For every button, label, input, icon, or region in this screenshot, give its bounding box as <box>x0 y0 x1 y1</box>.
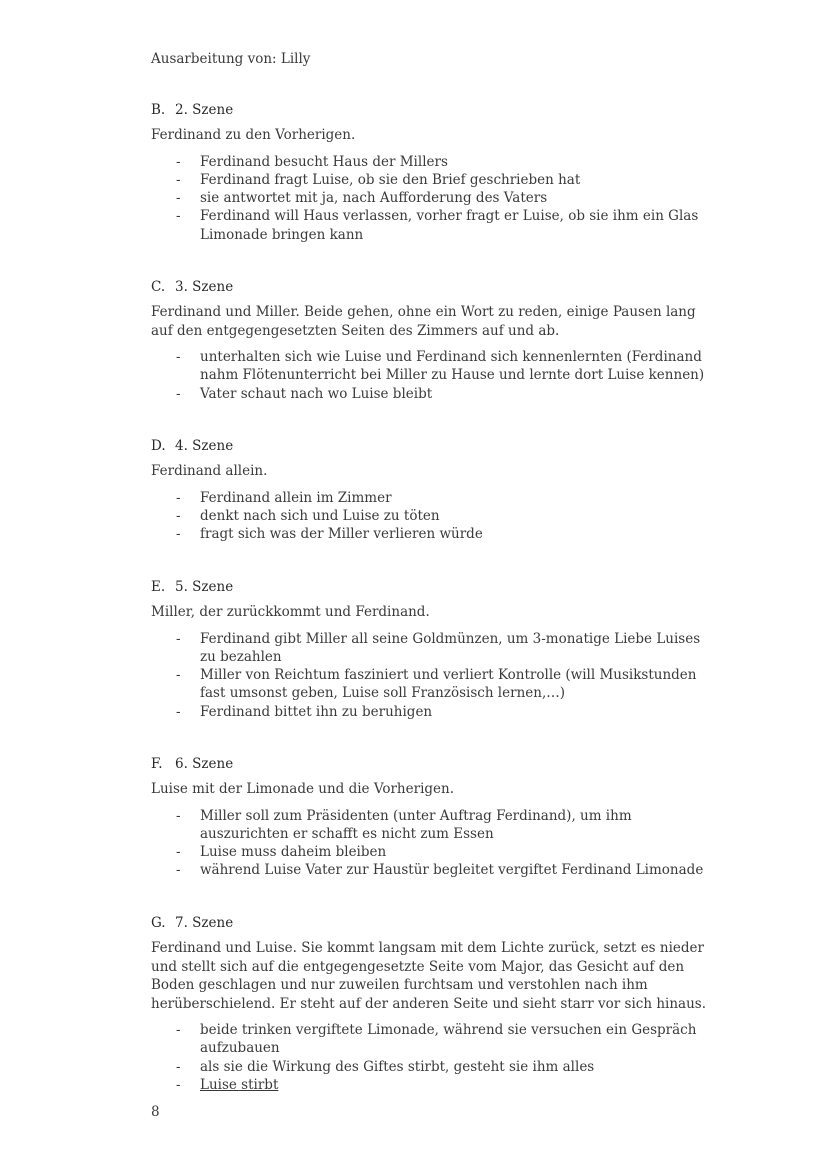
list-item <box>151 861 711 879</box>
section-scene-3 <box>151 277 711 403</box>
dash-marker: - <box>176 526 181 543</box>
bullet-list <box>151 348 711 403</box>
section-letter: G. <box>151 915 166 931</box>
list-item <box>151 489 711 507</box>
dash-marker: - <box>176 862 181 879</box>
list-item-text: als sie die Wirkung des Giftes stirbt, gesteht sie ihm alles <box>200 1058 595 1075</box>
list-item <box>151 525 711 543</box>
dash-marker: - <box>176 385 181 402</box>
list-item-text: denkt nach sich und Luise zu töten <box>200 507 440 524</box>
document-header: Ausarbeitung von: Lilly <box>151 51 311 67</box>
list-item-text: Miller soll zum Präsidenten (unter Auftrag Ferdinand), um ihm auszurichten er schafft es nicht zum Essen <box>200 807 632 842</box>
list-item-text: Ferdinand gibt Miller all seine Goldmünzen, um 3-monatige Liebe Luises zu bezahlen <box>200 630 701 665</box>
section-scene-7 <box>151 913 711 1094</box>
dash-marker: - <box>176 1076 181 1093</box>
bullet-list <box>151 807 711 880</box>
dash-marker: - <box>176 703 181 720</box>
section-intro: Ferdinand allein. <box>151 463 268 479</box>
section-letter: E. <box>151 579 166 595</box>
section-scene-6 <box>151 754 711 880</box>
list-item <box>151 666 711 703</box>
list-item-text: während Luise Vater zur Haustür begleitet vergiftet Ferdinand Limonade <box>200 862 704 879</box>
list-item <box>151 807 711 844</box>
list-item-text: Ferdinand will Haus verlassen, vorher fragt er Luise, ob sie ihm ein Glas Limonade bringen kann <box>200 208 699 243</box>
section-scene-4 <box>151 436 711 543</box>
section-heading <box>151 277 711 297</box>
list-item <box>151 171 711 189</box>
list-item-text: Vater schaut nach wo Luise bleibt <box>200 385 433 402</box>
dash-marker: - <box>176 1022 181 1038</box>
section-heading <box>151 100 711 120</box>
list-item <box>151 630 711 667</box>
bullet-list <box>151 630 711 721</box>
list-item-text: beide trinken vergiftete Limonade, während sie versuchen ein Gespräch aufzubauen <box>200 1022 697 1057</box>
section-title: 7. Szene <box>175 915 234 931</box>
list-item <box>151 1076 711 1094</box>
list-item <box>151 1021 711 1058</box>
list-item <box>151 189 711 207</box>
section-intro: Miller, der zurückkommt und Ferdinand. <box>151 604 430 620</box>
list-item <box>151 1058 711 1076</box>
dash-marker: - <box>176 507 181 524</box>
dash-marker: - <box>176 489 181 506</box>
section-scene-5 <box>151 577 711 721</box>
dash-marker: - <box>176 208 181 225</box>
list-item-text: Ferdinand allein im Zimmer <box>200 489 392 506</box>
list-item-text: Miller von Reichtum fasziniert und verliert Kontrolle (will Musikstunden fast umsonst geben, Luise soll Französisch lernen,…) <box>200 667 697 702</box>
section-intro: Luise mit der Limonade und die Vorherigen. <box>151 781 454 797</box>
list-item <box>151 507 711 525</box>
section-title: 6. Szene <box>175 756 234 772</box>
section-letter: C. <box>151 279 166 295</box>
section-letter: D. <box>151 438 166 454</box>
section-title: 2. Szene <box>175 102 234 118</box>
section-heading <box>151 913 711 933</box>
dash-marker: - <box>176 1058 181 1075</box>
list-item-text: Ferdinand bittet ihn zu beruhigen <box>200 703 433 720</box>
list-item-text: Ferdinand besucht Haus der Millers <box>200 153 448 170</box>
list-item <box>151 207 711 244</box>
list-item <box>151 703 711 721</box>
section-title: 4. Szene <box>175 438 234 454</box>
section-heading <box>151 436 711 456</box>
section-title: 5. Szene <box>175 579 234 595</box>
list-item-text: Luise stirbt <box>200 1076 279 1093</box>
section-letter: B. <box>151 102 166 118</box>
dash-marker: - <box>176 190 181 207</box>
list-item-text: Luise muss daheim bleiben <box>200 844 387 861</box>
section-scene-2 <box>151 100 711 244</box>
section-intro: Ferdinand und Miller. Beide gehen, ohne ein Wort zu reden, einige Pausen lang auf den entgegengesetzten Seiten des Zimmers auf und ab. <box>151 304 696 339</box>
list-item-text: Ferdinand fragt Luise, ob sie den Brief geschrieben hat <box>200 171 581 188</box>
dash-marker: - <box>176 153 181 170</box>
list-item <box>151 348 711 385</box>
section-letter: F. <box>151 756 163 772</box>
dash-marker: - <box>176 630 181 647</box>
section-heading <box>151 754 711 774</box>
section-title: 3. Szene <box>175 279 234 295</box>
section-intro: Ferdinand und Luise. Sie kommt langsam mit dem Lichte zurück, setzt es nieder und stellt sich auf die entgegengesetzte Seite vom Major, das Gesicht auf den Boden geschlagen und nur zuweilen furchtsam und verstohlen nach ihm herüberschielend. Er steht auf der anderen Seite und sieht starr vor sich hinaus. <box>151 940 706 1012</box>
list-item-text: unterhalten sich wie Luise und Ferdinand sich kennenlernten (Ferdinand nahm Flötenunterricht bei Miller zu Hause und lernte dort Luise kennen) <box>200 349 705 384</box>
bullet-list <box>151 489 711 544</box>
list-item-text: sie antwortet mit ja, nach Aufforderung des Vaters <box>200 190 548 207</box>
list-item <box>151 843 711 861</box>
dash-marker: - <box>176 844 181 861</box>
dash-marker: - <box>176 667 181 684</box>
section-intro: Ferdinand zu den Vorherigen. <box>151 127 356 143</box>
dash-marker: - <box>176 171 181 188</box>
bullet-list <box>151 153 711 244</box>
dash-marker: - <box>176 349 181 365</box>
list-item <box>151 385 711 403</box>
list-item-text: fragt sich was der Miller verlieren würde <box>200 526 483 543</box>
bullet-list <box>151 1021 711 1094</box>
page-number: 8 <box>151 1104 160 1120</box>
list-item <box>151 153 711 171</box>
dash-marker: - <box>176 807 181 824</box>
section-heading <box>151 577 711 597</box>
